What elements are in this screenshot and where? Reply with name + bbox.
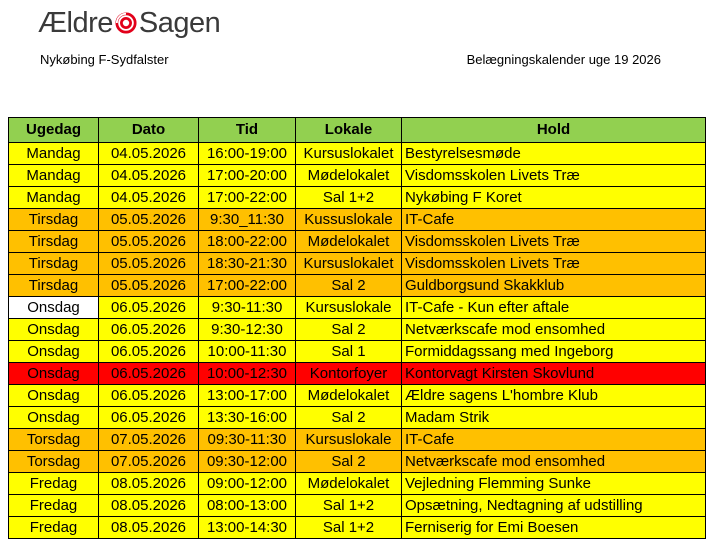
table-header-row xyxy=(9,118,706,143)
table-row xyxy=(9,495,706,517)
cell-date: 06.05.2026 xyxy=(99,341,199,363)
cell-team: Netværkscafe mod ensomhed xyxy=(402,319,706,341)
cell-day: Mandag xyxy=(9,187,99,209)
cell-date: 06.05.2026 xyxy=(99,297,199,319)
table-row xyxy=(9,473,706,495)
cell-day: Torsdag xyxy=(9,451,99,473)
table-row xyxy=(9,319,706,341)
cell-date: 08.05.2026 xyxy=(99,517,199,539)
cell-date: 05.05.2026 xyxy=(99,209,199,231)
cell-date: 06.05.2026 xyxy=(99,385,199,407)
cell-time: 09:30-11:30 xyxy=(199,429,296,451)
cell-day: Fredag xyxy=(9,473,99,495)
cell-room: Sal 1+2 xyxy=(296,517,402,539)
table-row xyxy=(9,429,706,451)
cell-team: Kontorvagt Kirsten Skovlund xyxy=(402,363,706,385)
cell-time: 17:00-22:00 xyxy=(199,187,296,209)
cell-time: 09:00-12:00 xyxy=(199,473,296,495)
cell-room: Kursuslokalet xyxy=(296,253,402,275)
table-row xyxy=(9,385,706,407)
schedule-table xyxy=(8,117,706,539)
table-row xyxy=(9,407,706,429)
cell-time: 18:00-22:00 xyxy=(199,231,296,253)
table-row xyxy=(9,165,706,187)
cell-date: 05.05.2026 xyxy=(99,231,199,253)
cell-date: 07.05.2026 xyxy=(99,429,199,451)
cell-day: Tirsdag xyxy=(9,231,99,253)
logo-text-second: Sagen xyxy=(138,6,221,39)
table-row xyxy=(9,341,706,363)
cell-day: Mandag xyxy=(9,143,99,165)
cell-room: Mødelokalet xyxy=(296,231,402,253)
cell-day: Tirsdag xyxy=(9,275,99,297)
cell-date: 08.05.2026 xyxy=(99,495,199,517)
column-header-room: Lokale xyxy=(296,118,402,143)
table-row xyxy=(9,231,706,253)
cell-team: Nykøbing F Koret xyxy=(402,187,706,209)
cell-team: Ferniserig for Emi Boesen xyxy=(402,517,706,539)
table-row xyxy=(9,363,706,385)
cell-room: Sal 2 xyxy=(296,275,402,297)
cell-room: Sal 2 xyxy=(296,407,402,429)
cell-date: 07.05.2026 xyxy=(99,451,199,473)
cell-time: 13:00-14:30 xyxy=(199,517,296,539)
cell-day: Onsdag xyxy=(9,407,99,429)
cell-day: Fredag xyxy=(9,517,99,539)
cell-room: Mødelokalet xyxy=(296,385,402,407)
cell-day: Mandag xyxy=(9,165,99,187)
cell-time: 17:00-22:00 xyxy=(199,275,296,297)
table-row xyxy=(9,275,706,297)
swirl-logo-icon xyxy=(115,12,137,34)
cell-day: Onsdag xyxy=(9,341,99,363)
calendar-title: Belægningskalender uge 19 2026 xyxy=(466,52,661,67)
cell-room: Sal 1 xyxy=(296,341,402,363)
cell-room: Sal 1+2 xyxy=(296,187,402,209)
cell-team: IT-Cafe - Kun efter aftale xyxy=(402,297,706,319)
cell-date: 06.05.2026 xyxy=(99,363,199,385)
cell-time: 9:30-11:30 xyxy=(199,297,296,319)
table-row xyxy=(9,517,706,539)
cell-time: 13:30-16:00 xyxy=(199,407,296,429)
cell-team: Ældre sagens L'hombre Klub xyxy=(402,385,706,407)
cell-date: 04.05.2026 xyxy=(99,187,199,209)
cell-date: 06.05.2026 xyxy=(99,407,199,429)
cell-team: Visdomsskolen Livets Træ xyxy=(402,165,706,187)
column-header-day: Ugedag xyxy=(9,118,99,143)
cell-team: Opsætning, Nedtagning af udstilling xyxy=(402,495,706,517)
cell-day: Onsdag xyxy=(9,363,99,385)
cell-room: Sal 2 xyxy=(296,319,402,341)
cell-room: Kursuslokale xyxy=(296,429,402,451)
cell-room: Sal 2 xyxy=(296,451,402,473)
table-row xyxy=(9,253,706,275)
cell-time: 10:00-11:30 xyxy=(199,341,296,363)
cell-room: Sal 1+2 xyxy=(296,495,402,517)
cell-time: 9:30_11:30 xyxy=(199,209,296,231)
cell-date: 04.05.2026 xyxy=(99,165,199,187)
cell-day: Onsdag xyxy=(9,319,99,341)
table-body xyxy=(9,143,706,539)
column-header-team: Hold xyxy=(402,118,706,143)
table-row xyxy=(9,143,706,165)
column-header-time: Tid xyxy=(199,118,296,143)
cell-date: 04.05.2026 xyxy=(99,143,199,165)
cell-day: Torsdag xyxy=(9,429,99,451)
cell-time: 16:00-19:00 xyxy=(199,143,296,165)
cell-room: Kontorfoyer xyxy=(296,363,402,385)
cell-team: IT-Cafe xyxy=(402,209,706,231)
table-row xyxy=(9,187,706,209)
cell-day: Onsdag xyxy=(9,385,99,407)
cell-day: Tirsdag xyxy=(9,253,99,275)
table-row xyxy=(9,297,706,319)
cell-team: Netværkscafe mod ensomhed xyxy=(402,451,706,473)
cell-time: 10:00-12:30 xyxy=(199,363,296,385)
cell-day: Fredag xyxy=(9,495,99,517)
cell-team: Madam Strik xyxy=(402,407,706,429)
cell-team: Guldborgsund Skakklub xyxy=(402,275,706,297)
column-header-date: Dato xyxy=(99,118,199,143)
cell-day: Tirsdag xyxy=(9,209,99,231)
cell-date: 05.05.2026 xyxy=(99,275,199,297)
cell-date: 06.05.2026 xyxy=(99,319,199,341)
cell-room: Mødelokalet xyxy=(296,473,402,495)
cell-date: 05.05.2026 xyxy=(99,253,199,275)
cell-room: Kursuslokale xyxy=(296,297,402,319)
cell-team: Vejledning Flemming Sunke xyxy=(402,473,706,495)
cell-date: 08.05.2026 xyxy=(99,473,199,495)
cell-time: 9:30-12:30 xyxy=(199,319,296,341)
cell-room: Kursuslokalet xyxy=(296,143,402,165)
cell-team: Visdomsskolen Livets Træ xyxy=(402,253,706,275)
cell-time: 13:00-17:00 xyxy=(199,385,296,407)
table-row xyxy=(9,209,706,231)
cell-time: 09:30-12:00 xyxy=(199,451,296,473)
cell-time: 17:00-20:00 xyxy=(199,165,296,187)
aeldre-sagen-logo xyxy=(38,6,220,40)
cell-team: Bestyrelsesmøde xyxy=(402,143,706,165)
cell-room: Mødelokalet xyxy=(296,165,402,187)
cell-day: Onsdag xyxy=(9,297,99,319)
cell-time: 08:00-13:00 xyxy=(199,495,296,517)
table-row xyxy=(9,451,706,473)
organization-name: Nykøbing F-Sydfalster xyxy=(40,52,169,67)
cell-team: Formiddagssang med Ingeborg xyxy=(402,341,706,363)
cell-team: Visdomsskolen Livets Træ xyxy=(402,231,706,253)
cell-room: Kussuslokale xyxy=(296,209,402,231)
logo-text-first: Ældre xyxy=(38,6,113,39)
cell-time: 18:30-21:30 xyxy=(199,253,296,275)
cell-team: IT-Cafe xyxy=(402,429,706,451)
